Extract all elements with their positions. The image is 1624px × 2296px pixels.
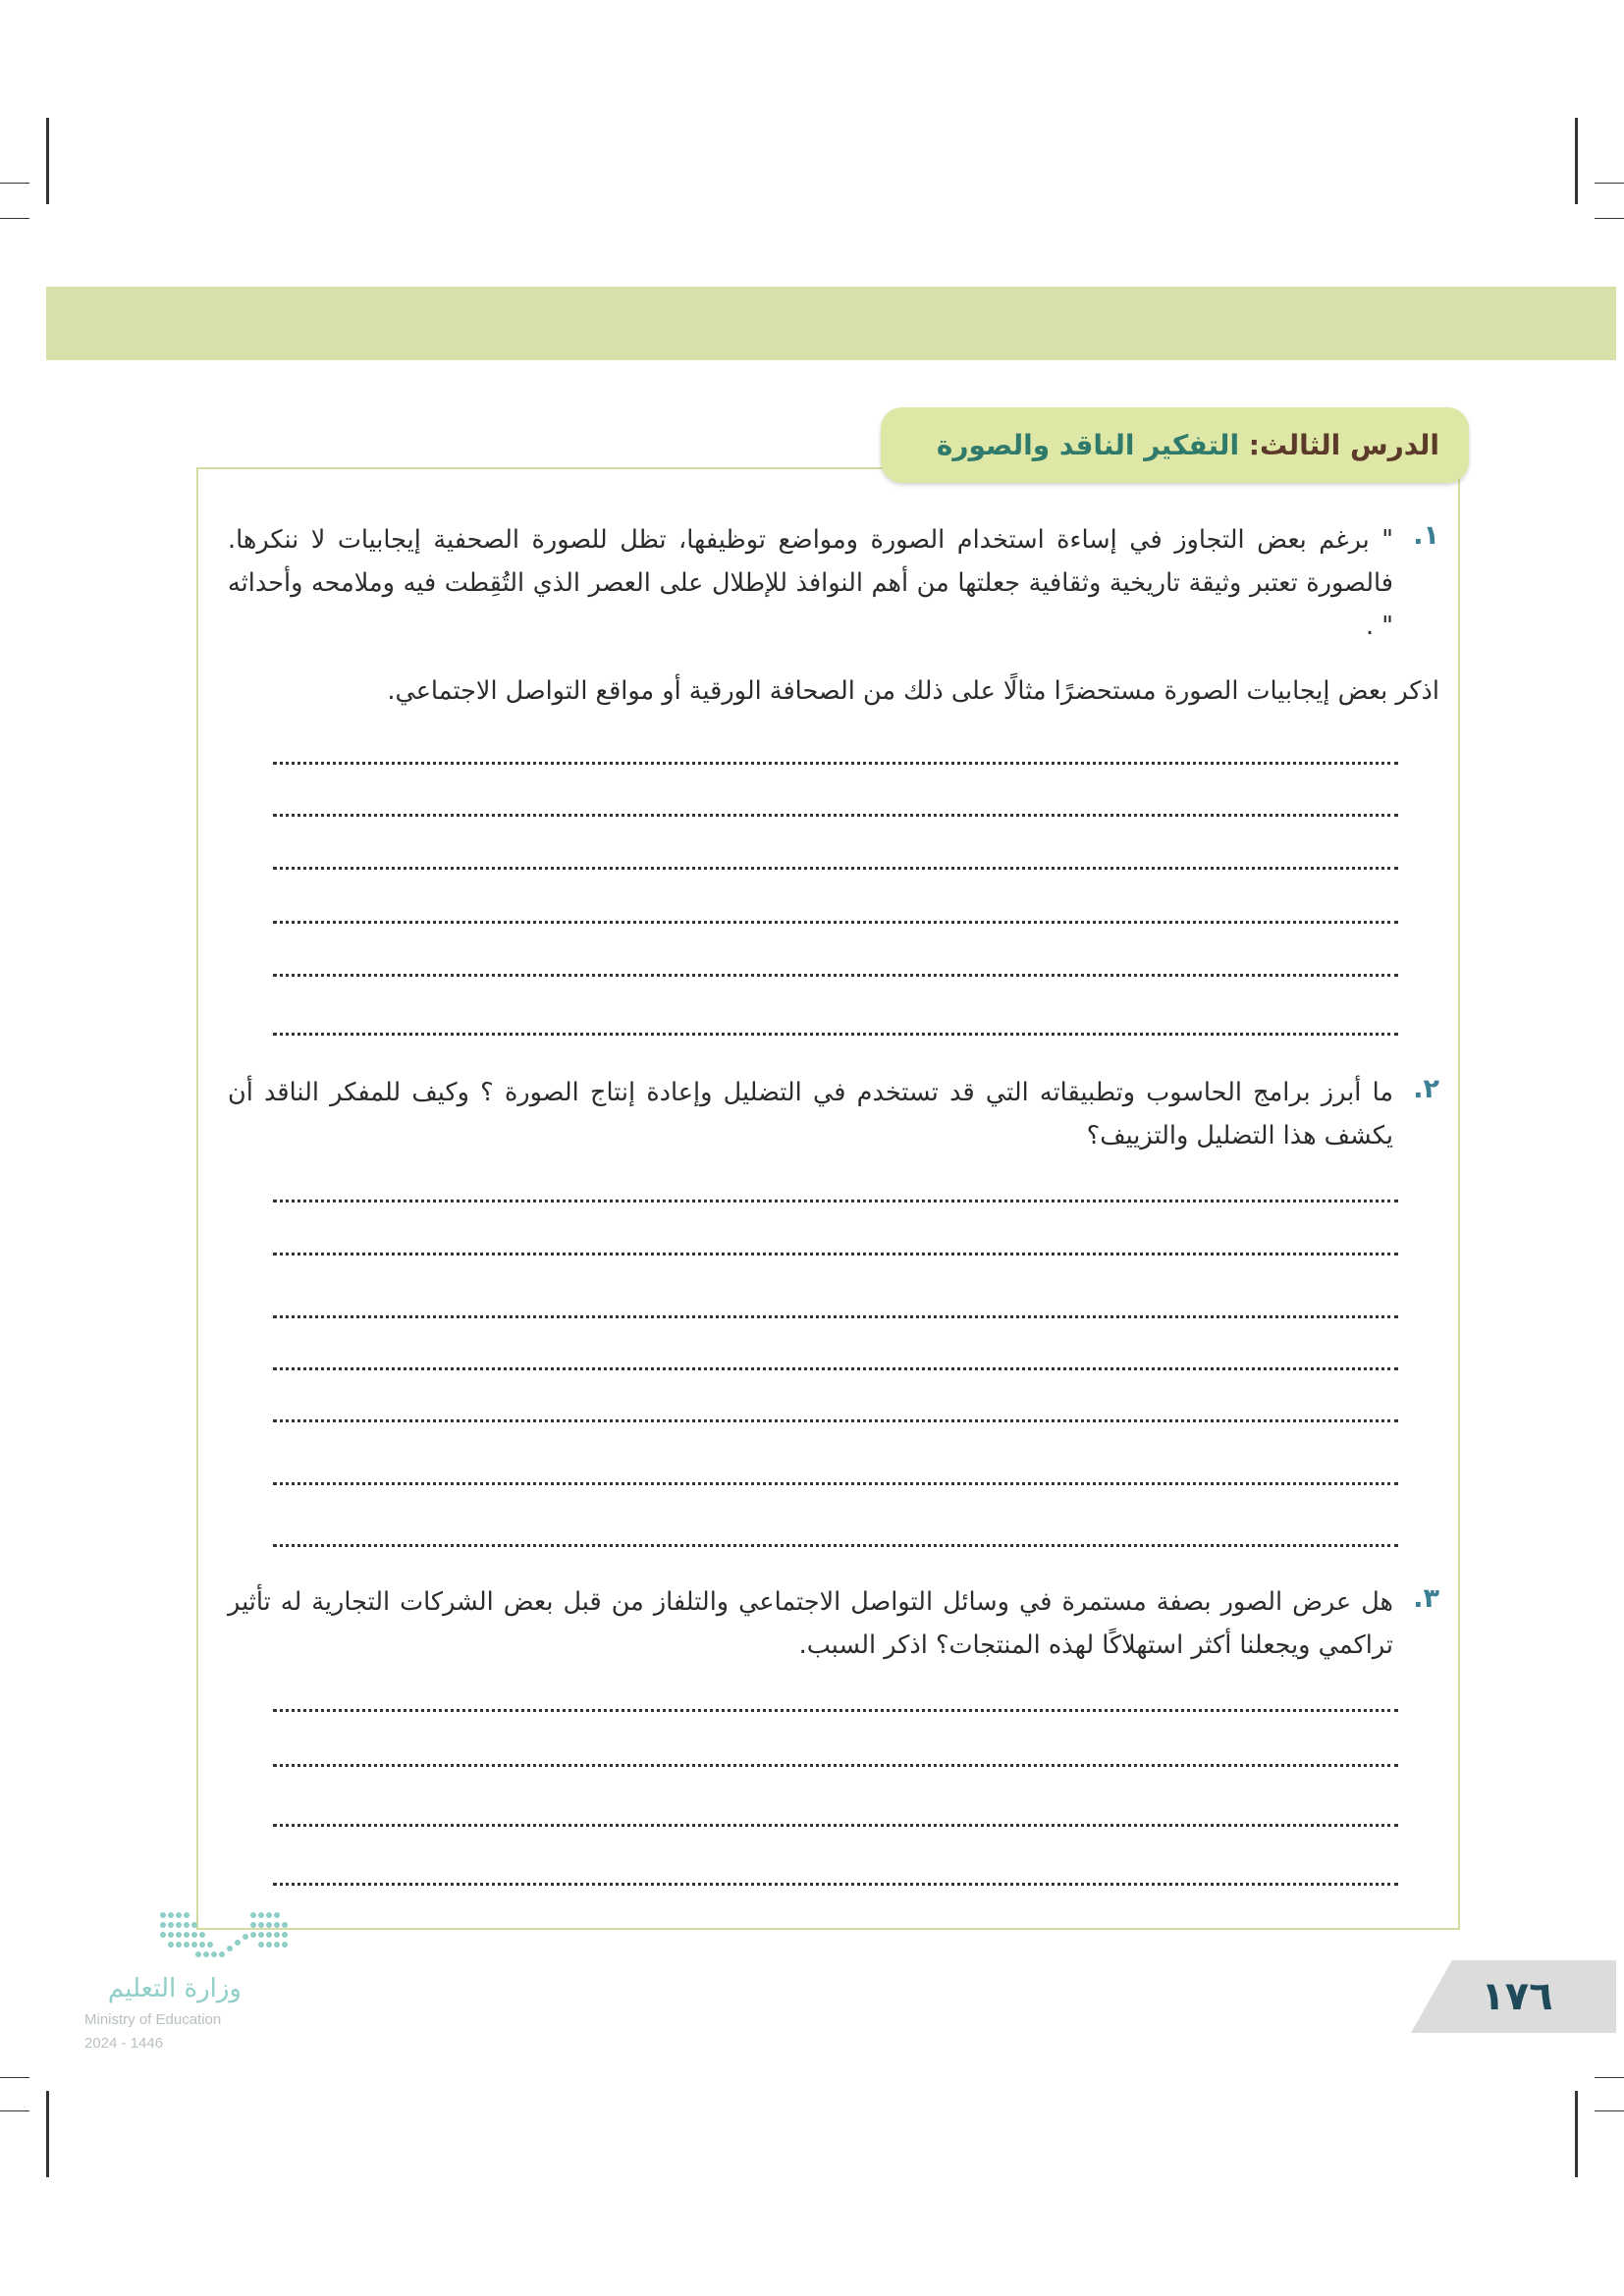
crop-mark bbox=[1575, 2091, 1578, 2177]
answer-line[interactable] bbox=[273, 814, 1398, 817]
question-1-text: " برغم بعض التجاوز في إساءة استخدام الصورة ومواضع توظيفها، تظل للصورة الصحفية إيجابيات لا ننكرها. فالصورة تعتبر وثيقة تاريخية وثقافية جعلتها من أهم النوافذ للإطلال على العصر الذي التُقِطت فيه وملامحه وأحداثه " . bbox=[228, 525, 1393, 641]
ministry-logo bbox=[84, 1909, 251, 2066]
question-3-text: هل عرض الصور بصفة مستمرة في وسائل التواصل الاجتماعي والتلفاز من قبل بعض الشركات التجارية له تأثير تراكمي ويجعلنا أكثر استهلاكًا لهذه المنتجات؟ اذكر السبب. bbox=[228, 1587, 1393, 1660]
header-band bbox=[46, 287, 1616, 360]
answer-line[interactable] bbox=[273, 1883, 1398, 1886]
answer-line[interactable] bbox=[273, 1253, 1398, 1255]
question-2-number: ٢. bbox=[1413, 1074, 1439, 1104]
crop-mark bbox=[1595, 218, 1624, 219]
answer-line[interactable] bbox=[273, 1419, 1398, 1422]
crop-mark bbox=[1575, 118, 1578, 204]
crop-mark bbox=[1595, 2110, 1624, 2111]
answer-line[interactable] bbox=[273, 1544, 1398, 1547]
crop-mark bbox=[1595, 2077, 1624, 2078]
question-1-prompt: اذكر بعض إيجابيات الصورة مستحضرًا مثالًا على ذلك من الصحافة الورقية أو مواقع التواصل الاجتماعي. bbox=[387, 676, 1439, 706]
answer-line[interactable] bbox=[273, 1033, 1398, 1036]
answer-line[interactable] bbox=[273, 1764, 1398, 1767]
crop-mark bbox=[0, 218, 29, 219]
page-number: ١٧٦ bbox=[1481, 1974, 1553, 2019]
question-2-text: ما أبرز برامج الحاسوب وتطبيقاته التي قد تستخدم في التضليل وإعادة إنتاج الصورة ؟ وكيف للمفكر الناقد أن يكشف هذا التضليل والتزييف؟ bbox=[228, 1078, 1393, 1150]
answer-line[interactable] bbox=[273, 1482, 1398, 1485]
crop-mark bbox=[46, 2091, 49, 2177]
crop-mark bbox=[0, 2077, 29, 2078]
answer-line[interactable] bbox=[273, 974, 1398, 977]
ministry-logo-icon bbox=[159, 1909, 316, 1964]
answer-line[interactable] bbox=[273, 1315, 1398, 1318]
answer-line[interactable] bbox=[273, 762, 1398, 765]
crop-mark bbox=[1595, 183, 1624, 184]
answer-line[interactable] bbox=[273, 921, 1398, 924]
lesson-title bbox=[881, 407, 1469, 483]
crop-mark bbox=[0, 183, 29, 184]
question-1-number: ١. bbox=[1413, 520, 1439, 551]
ministry-name-arabic: وزارة التعليم bbox=[107, 1974, 242, 2003]
ministry-name-english: Ministry of Education bbox=[84, 2011, 222, 2028]
academic-year: 2024 - 1446 bbox=[84, 2035, 164, 2052]
answer-line[interactable] bbox=[273, 867, 1398, 870]
crop-mark bbox=[46, 118, 49, 204]
question-3-number: ٣. bbox=[1413, 1583, 1439, 1614]
answer-line[interactable] bbox=[273, 1367, 1398, 1370]
answer-line[interactable] bbox=[273, 1200, 1398, 1202]
lesson-title-prefix: الدرس الثالث: bbox=[1248, 429, 1439, 461]
answer-line[interactable] bbox=[273, 1709, 1398, 1712]
lesson-title-main: التفكير الناقد والصورة bbox=[936, 429, 1240, 461]
answer-line[interactable] bbox=[273, 1824, 1398, 1827]
crop-mark bbox=[0, 2110, 29, 2111]
